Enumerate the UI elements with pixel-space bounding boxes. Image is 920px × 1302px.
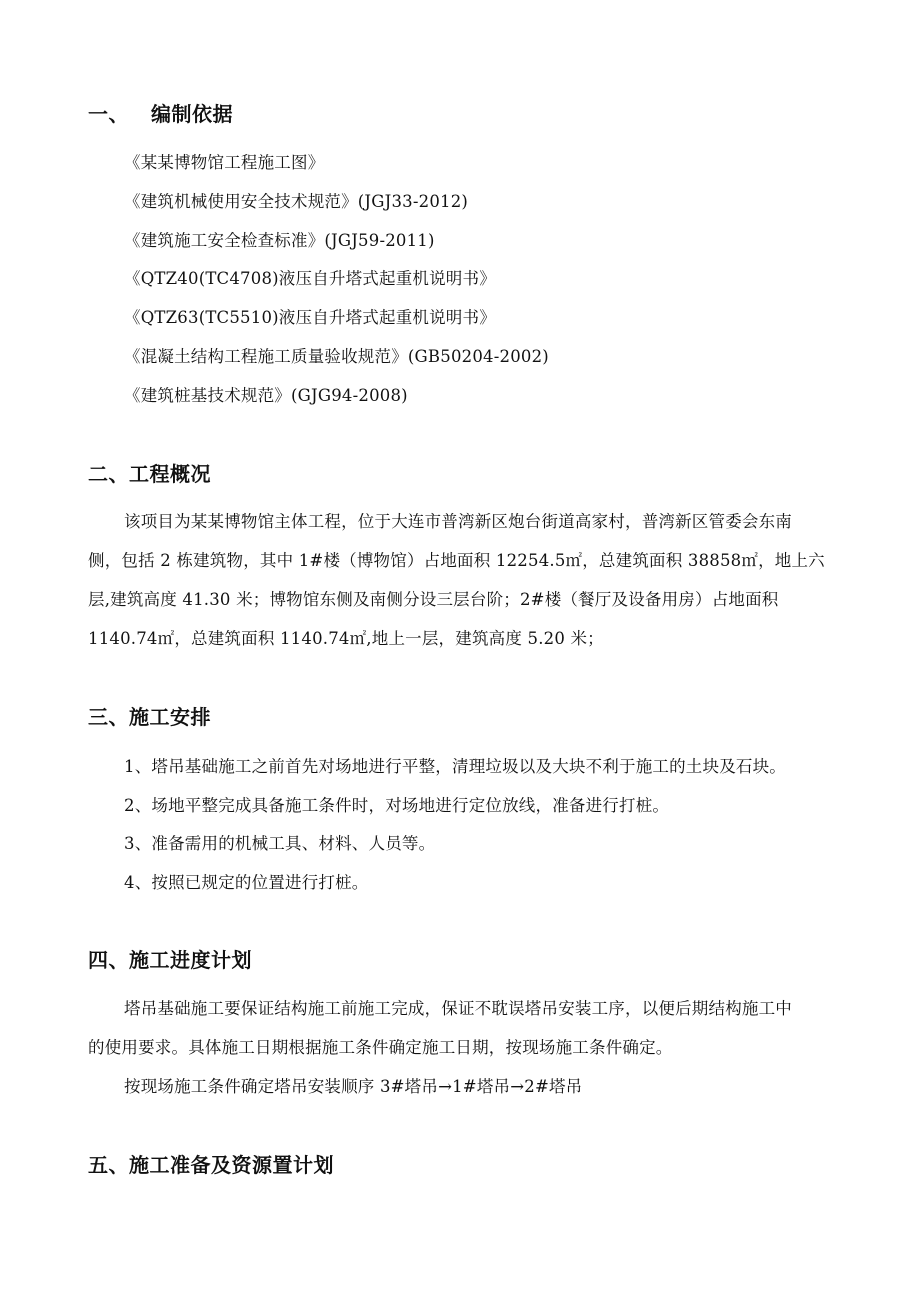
arrangement-item: 3、准备需用的机械工具、材料、人员等。 [124, 834, 436, 853]
section-title: 编制依据 [151, 102, 233, 126]
schedule-paragraph-line: 塔吊基础施工要保证结构施工前施工完成，保证不耽误塔吊安装工序，以便后期结构施工中 [124, 999, 792, 1018]
section-heading-preparation: 五、施工准备及资源置计划 [88, 1153, 334, 1177]
overview-paragraph-line: 该项目为某某博物馆主体工程，位于大连市普湾新区炮台街道高家村，普湾新区管委会东南 [124, 512, 792, 531]
arrangement-item: 4、按照已规定的位置进行打桩。 [124, 873, 369, 892]
schedule-paragraph-line: 的使用要求。具体施工日期根据施工条件确定施工日期，按现场施工条件确定。 [88, 1038, 673, 1057]
section-heading-arrangement: 三、施工安排 [88, 705, 211, 729]
section-heading-basis [88, 100, 233, 128]
schedule-paragraph-line: 按现场施工条件确定塔吊安装顺序 3#塔吊→1#塔吊→2#塔吊 [124, 1077, 583, 1096]
arrangement-item: 1、塔吊基础施工之前首先对场地进行平整，清理垃圾以及大块不利于施工的土块及石块。 [124, 757, 786, 776]
reference-item: 《某某博物馆工程施工图》 [124, 153, 325, 172]
overview-paragraph-line: 侧，包括 2 栋建筑物，其中 1#楼（博物馆）占地面积 12254.5㎡，总建筑面积 38858㎡，地上六 [88, 551, 825, 570]
section-number: 一、 [88, 102, 129, 126]
overview-paragraph-line: 1140.74㎡，总建筑面积 1140.74㎡,地上一层，建筑高度 5.20 米； [88, 629, 604, 648]
reference-item: 《建筑桩基技术规范》(GJG94-2008) [124, 386, 408, 405]
reference-item: 《QTZ40(TC4708)液压自升塔式起重机说明书》 [124, 269, 496, 288]
section-heading-schedule: 四、施工进度计划 [88, 948, 252, 972]
arrangement-item: 2、场地平整完成具备施工条件时，对场地进行定位放线，准备进行打桩。 [124, 796, 670, 815]
overview-paragraph-line: 层,建筑高度 41.30 米；博物馆东侧及南侧分设三层台阶；2#楼（餐厅及设备用房）占地面积 [88, 590, 779, 609]
reference-item: 《混凝土结构工程施工质量验收规范》(GB50204-2002) [124, 347, 549, 366]
reference-item: 《QTZ63(TC5510)液压自升塔式起重机说明书》 [124, 308, 496, 327]
reference-item: 《建筑施工安全检查标准》(JGJ59-2011) [124, 231, 435, 250]
reference-item: 《建筑机械使用安全技术规范》(JGJ33-2012) [124, 192, 469, 211]
section-heading-overview: 二、工程概况 [88, 462, 211, 486]
